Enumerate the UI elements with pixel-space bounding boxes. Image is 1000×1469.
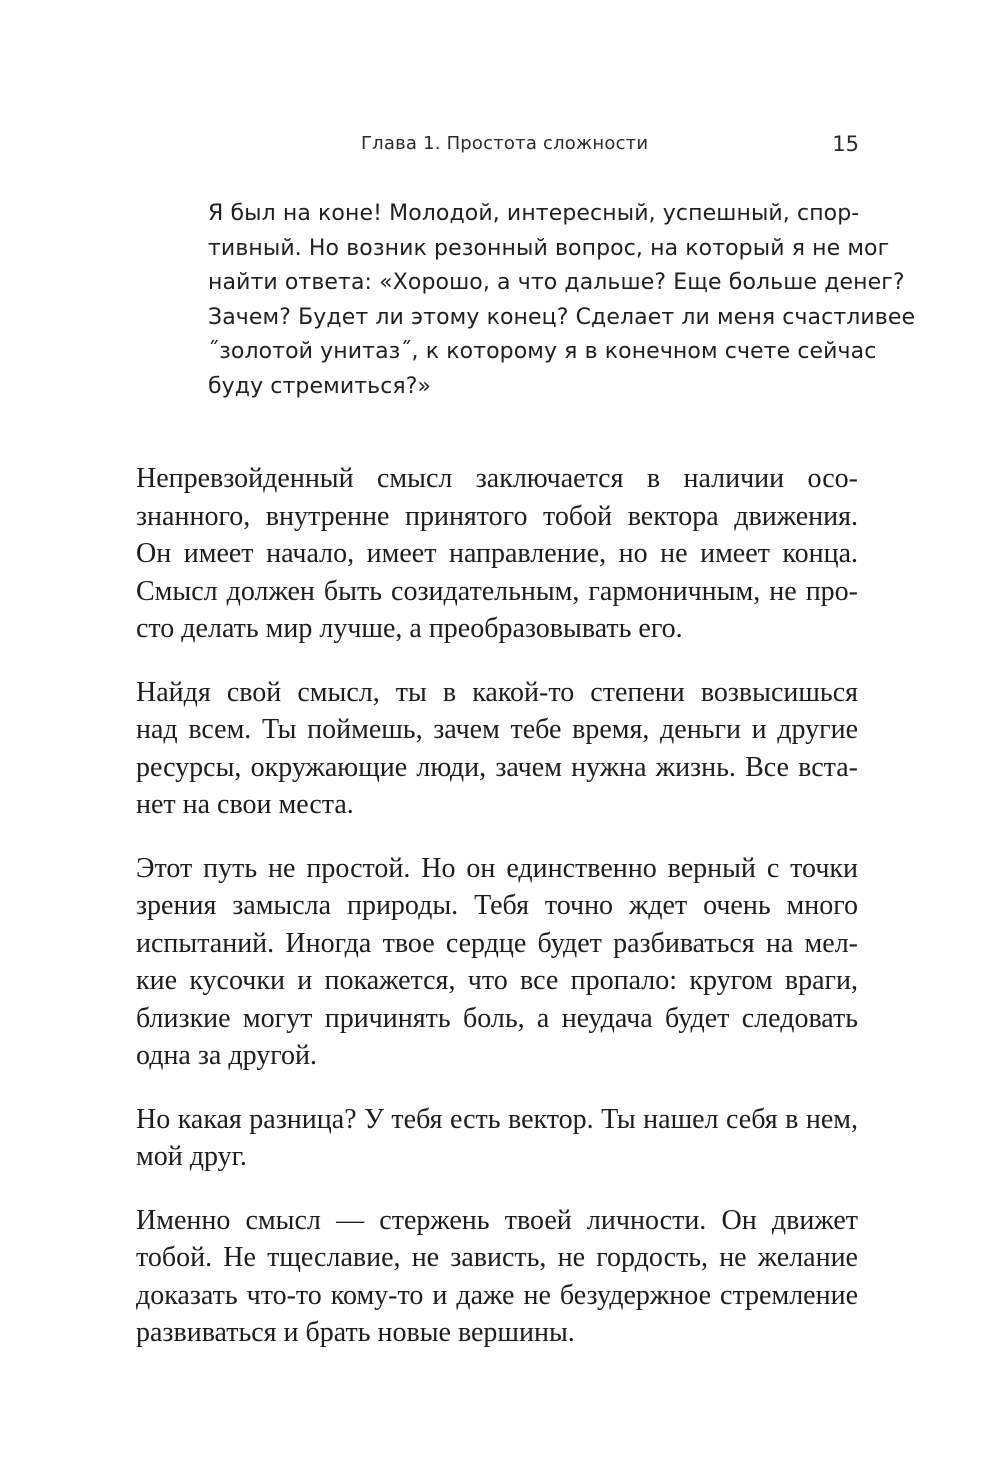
text-line: тобой. Не тщеславие, не зависть, не гордость, не желание bbox=[136, 1242, 858, 1273]
body-text bbox=[136, 460, 858, 1378]
text-line: Найдя свой смысл, ты в какой-то степени возвысишься bbox=[136, 676, 858, 708]
epigraph-line: Зачем? Будет ли этому конец? Сделает ли меня счастливее bbox=[208, 304, 916, 330]
text-line: испытаний. Иногда твое сердце будет разбиваться на мел- bbox=[136, 927, 858, 959]
epigraph-line: ˝золотой унитаз˝, к которому я в конечном счете сейчас bbox=[208, 339, 877, 364]
epigraph-line: тивный. Но возник резонный вопрос, на который я не мог bbox=[208, 235, 890, 261]
paragraph bbox=[136, 1202, 858, 1352]
text-line: ресурсы, окружающие люди, зачем нужна жизнь. Все вста- bbox=[136, 751, 858, 783]
epigraph-line: найти ответа: «Хорошо, а что дальше? Еще больше денег? bbox=[208, 270, 905, 295]
text-line: близкие могут причинять боль, а неудача будет следовать bbox=[136, 1002, 858, 1034]
paragraph bbox=[136, 1101, 858, 1176]
running-header bbox=[136, 129, 859, 159]
text-line: одна за другой. bbox=[136, 1040, 317, 1071]
text-line: Этот путь не простой. Но он единственно верный с точки bbox=[136, 852, 858, 884]
chapter-title: Глава 1. Простота сложности bbox=[361, 133, 649, 154]
text-line: знанного, внутренне принятого тобой вектора движения. bbox=[136, 500, 858, 532]
text-line: Но какая разница? У тебя есть вектор. Ты нашел себя в нем, bbox=[136, 1103, 858, 1135]
text-line: доказать что-то кому-то и даже не безудержное стремление bbox=[136, 1279, 858, 1311]
text-line: нет на свои места. bbox=[136, 789, 354, 820]
text-line: над всем. Ты поймешь, зачем тебе время, деньги и другие bbox=[136, 714, 858, 745]
epigraph-line: буду стремиться?» bbox=[208, 373, 432, 399]
text-line: развиваться и брать новые вершины. bbox=[136, 1317, 575, 1348]
epigraph-quote bbox=[208, 197, 916, 404]
text-line: мой друг. bbox=[136, 1141, 247, 1172]
text-line: Он имеет начало, имеет направление, но не имеет конца. bbox=[136, 538, 858, 569]
epigraph-line: Я был на коне! Молодой, интересный, успешный, спор- bbox=[208, 201, 860, 226]
page-number: 15 bbox=[832, 132, 859, 156]
paragraph bbox=[136, 674, 858, 824]
text-line: Смысл должен быть созидательным, гармоничным, не про- bbox=[136, 575, 858, 607]
text-line: Именно смысл — стержень твоей личности. Он движет bbox=[136, 1204, 858, 1236]
text-line: Непревзойденный смысл заключается в наличии осо- bbox=[136, 463, 858, 494]
text-line: зрения замысла природы. Тебя точно ждет очень много bbox=[136, 890, 858, 921]
text-line: сто делать мир лучше, а преобразовывать его. bbox=[136, 613, 683, 644]
paragraph bbox=[136, 460, 858, 648]
paragraph bbox=[136, 850, 858, 1075]
text-line: кие кусочки и покажется, что все пропало: кругом враги, bbox=[136, 965, 858, 996]
